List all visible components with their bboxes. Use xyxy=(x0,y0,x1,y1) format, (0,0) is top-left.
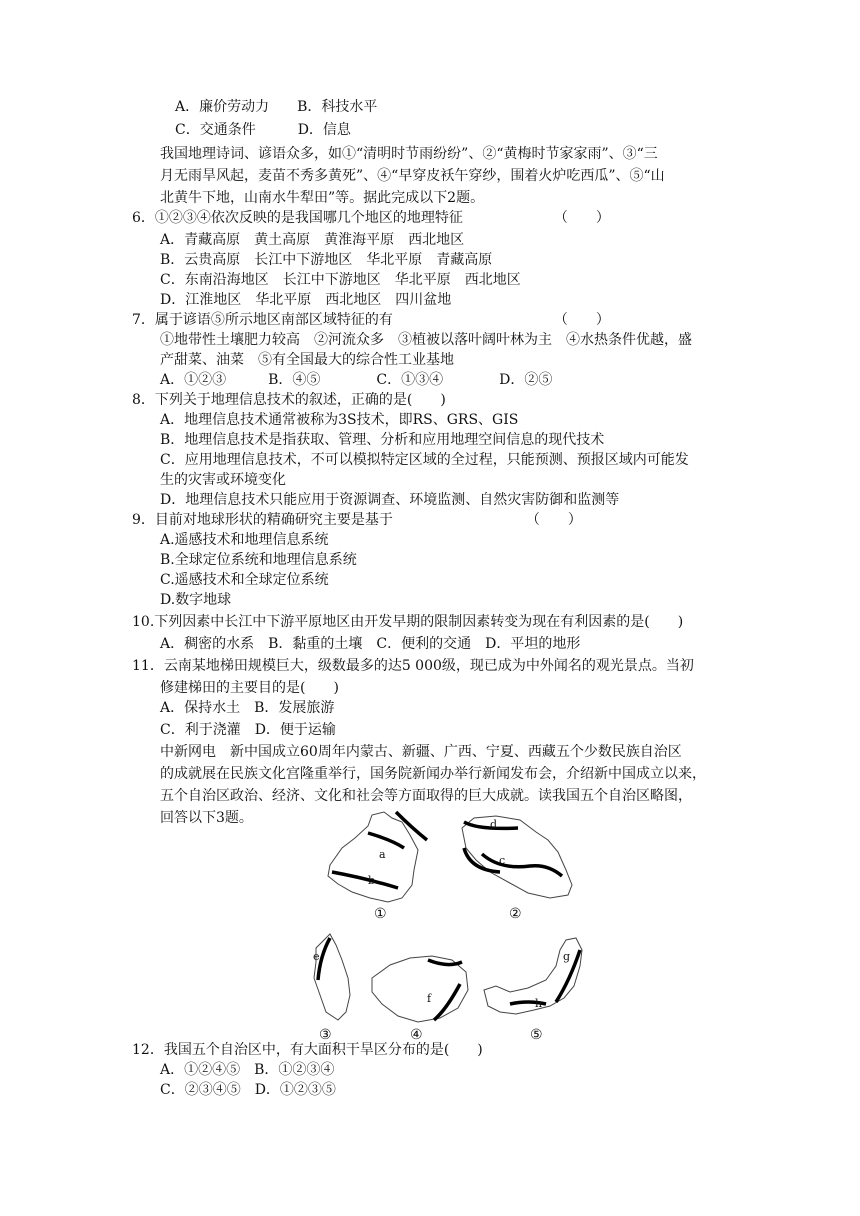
text-line: 9．目前对地球形状的精确研究主要是基于 （ ） xyxy=(132,512,582,528)
text-line: B．地理信息技术是指获取、管理、分析和应用地理空间信息的现代技术 xyxy=(160,432,605,448)
map-caption-3: ③ xyxy=(319,1027,332,1043)
map-caption-2: ② xyxy=(509,906,522,922)
text-line: A．①②③ B．④⑤ C．①③④ D．②⑤ xyxy=(160,372,553,388)
text-line: D．地理信息技术只能应用于资源调查、环境监测、自然灾害防御和监测等 xyxy=(160,492,620,508)
map-4-guangxi xyxy=(372,956,468,1022)
text-line: A.遥感技术和地理信息系统 xyxy=(160,532,329,548)
text-line: A．稠密的水系 B．黏重的土壤 C．便利的交通 D．平坦的地形 xyxy=(160,636,581,652)
text-line: C．利于浇灌 D．便于运输 xyxy=(160,722,336,738)
map-label-d: d xyxy=(490,818,498,831)
text-line: 6．①②③④依次反映的是我国哪几个地区的地理特征 （ ） xyxy=(132,210,610,226)
map-caption-5: ⑤ xyxy=(530,1027,543,1043)
text-line: 回答以下3题。 xyxy=(160,810,253,826)
text-line: C．应用地理信息技术，不可以模拟特定区域的全过程，只能预测、预报区域内可能发 xyxy=(160,452,689,468)
map-3-ningxia xyxy=(314,934,350,1020)
map-caption-1: ① xyxy=(374,906,387,922)
text-line: C.遥感技术和全球定位系统 xyxy=(160,572,329,588)
map-label-f: f xyxy=(427,992,432,1005)
text-line: 五个自治区政治、经济、文化和社会等方面取得的巨大成就。读我国五个自治区略图， xyxy=(160,788,692,804)
map-label-c: c xyxy=(499,854,506,867)
text-line: 11．云南某地梯田规模巨大，级数最多的达5 000级，现已成为中外闻名的观光景点。当初 xyxy=(132,658,694,674)
map-caption-4: ④ xyxy=(410,1027,423,1043)
text-line: 8．下列关于地理信息技术的叙述，正确的是( ) xyxy=(132,392,446,408)
text-line: 产甜菜、油菜 ⑤有全国最大的综合性工业基地 xyxy=(160,352,454,368)
text-line: 月无雨旱风起，麦苗不秀多黄死”、④“早穿皮袄午穿纱，围着火炉吃西瓜”、⑤“山 xyxy=(160,168,665,184)
text-line: A．保持水土 B．发展旅游 xyxy=(160,700,335,716)
text-line: A．青藏高原 黄土高原 黄淮海平原 西北地区 xyxy=(160,232,465,248)
map-label-b: b xyxy=(368,874,376,887)
text-line: 北黄牛下地，山南水牛犁田”等。据此完成以下2题。 xyxy=(160,190,485,206)
text-line: B．云贵高原 长江中下游地区 华北平原 青藏高原 xyxy=(160,252,493,268)
text-line: ①地带性土壤肥力较高 ②河流众多 ③植被以落叶阔叶林为主 ④水热条件优越，盛 xyxy=(160,332,692,348)
text-line: A．地理信息技术通常被称为3S技术，即RS、GRS、GIS xyxy=(160,412,519,428)
map-label-e: e xyxy=(313,950,320,963)
text-line: C．交通条件 D．信息 xyxy=(175,122,351,138)
text-line: D.数字地球 xyxy=(160,592,232,608)
text-line: A．①②④⑤ B．①②③④ xyxy=(160,1062,335,1078)
text-line: 7．属于谚语⑤所示地区南部区域特征的有 （ ） xyxy=(132,312,610,328)
text-line: 10.下列因素中长江中下游平原地区由开发早期的限制因素转变为现在有利因素的是( ) xyxy=(132,614,684,630)
text-line: A．廉价劳动力 B．科技水平 xyxy=(175,99,378,115)
text-line: D．江淮地区 华北平原 西北地区 四川盆地 xyxy=(160,292,452,308)
map-2-tibet xyxy=(462,816,572,898)
text-line: C．东南沿海地区 长江中下游地区 华北平原 西北地区 xyxy=(160,272,521,288)
text-line: 修建梯田的主要目的是( ) xyxy=(160,680,339,696)
text-line: 中新网电 新中国成立60周年内蒙古、新疆、广西、宁夏、西藏五个少数民族自治区 xyxy=(160,744,682,760)
map-1-xinjiang xyxy=(328,812,427,902)
text-line: 我国地理诗词、谚语众多，如①“清明时节雨纷纷”、②“黄梅时节家家雨”、③“三 xyxy=(160,146,658,162)
text-line: C．②③④⑤ D．①②③⑤ xyxy=(160,1082,336,1098)
text-line: 12．我国五个自治区中，有大面积干旱区分布的是( ) xyxy=(132,1042,483,1058)
map-5-inner-mongolia xyxy=(484,938,582,1014)
text-line: 的成就展在民族文化宫隆重举行，国务院新闻办举行新闻发布会，介绍新中国成立以来， xyxy=(160,766,706,782)
map-label-g: g xyxy=(563,950,571,963)
map-label-h: h xyxy=(535,997,543,1010)
text-line: 生的灾害或环境变化 xyxy=(160,472,286,488)
text-line: B.全球定位系统和地理信息系统 xyxy=(160,552,357,568)
map-label-a: a xyxy=(379,848,386,861)
